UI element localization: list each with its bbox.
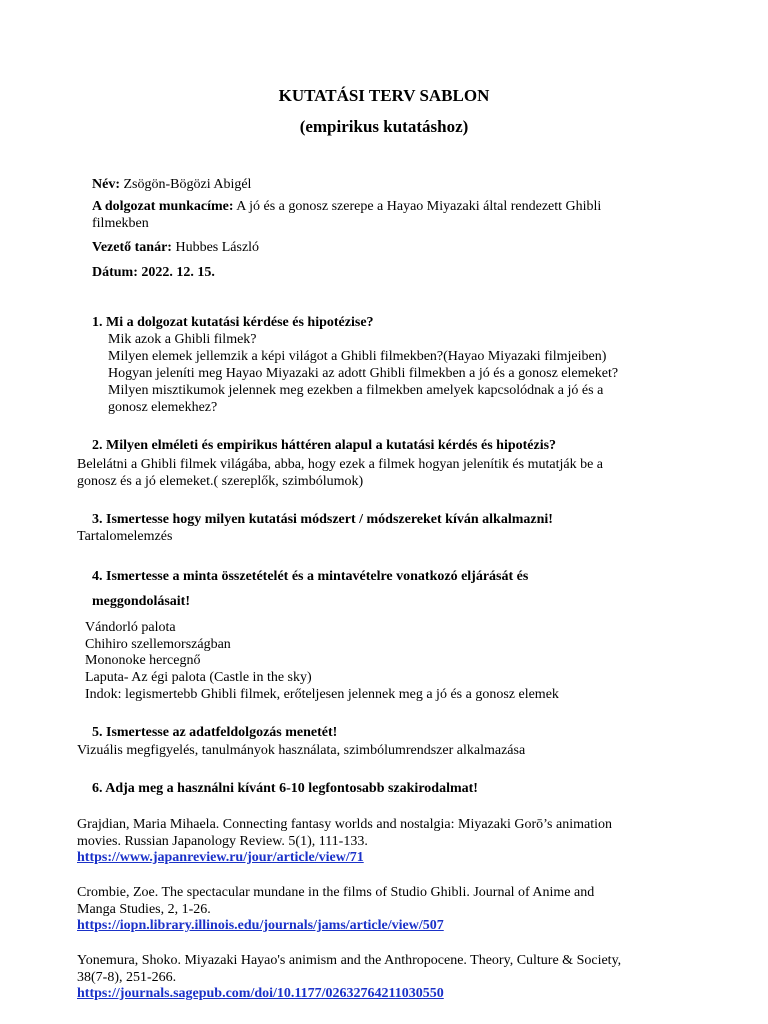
answer-1-line-2: Milyen elemek jellemzik a képi világot a Ghibli filmekben?(Hayao Miyazaki filmjeiben) (108, 349, 607, 364)
answer-1-line-1: Mik azok a Ghibli filmek? (108, 332, 257, 347)
question-4-line-2: meggondolásait! (92, 594, 190, 609)
question-6: 6. Adja meg a használni kívánt 6-10 legfontosabb szakirodalmat! (92, 781, 478, 796)
supervisor-label: Vezető tanár: (92, 240, 172, 255)
answer-2-line-1: Belelátni a Ghibli filmek világába, abba, hogy ezek a filmek hogyan jelenítik és mutatják be a (77, 457, 603, 472)
answer-3-line-1: Tartalomelemzés (77, 529, 173, 544)
supervisor-value: Hubbes László (175, 240, 260, 255)
document-title: KUTATÁSI TERV SABLON (278, 86, 490, 105)
document-subtitle: (empirikus kutatáshoz) (299, 117, 469, 136)
name-label: Név: (92, 177, 120, 192)
question-4-line-1: 4. Ismertesse a minta összetételét és a mintavételre vonatkozó eljárását és (92, 569, 529, 584)
worktitle-label: A dolgozat munkacíme: (92, 199, 234, 214)
worktitle-row (92, 198, 601, 215)
worktitle-value-line2: filmekben (92, 216, 149, 231)
worktitle-value-line1: A jó és a gonosz szerepe a Hayao Miyazaki által rendezett Ghibli (236, 199, 602, 214)
name-row (92, 176, 251, 193)
reference-3-link[interactable]: https://journals.sagepub.com/doi/10.1177/02632764211030550 (77, 986, 444, 1001)
reference-1-line-2: movies. Russian Japanology Review. 5(1), 111-133. (77, 834, 368, 849)
reference-1-line-1: Grajdian, Maria Mihaela. Connecting fantasy worlds and nostalgia: Miyazaki Gorō’s animation (77, 817, 612, 832)
reference-3-line-2: 38(7-8), 251-266. (77, 970, 177, 985)
reference-3-line-1: Yonemura, Shoko. Miyazaki Hayao's animism and the Anthropocene. Theory, Culture & Society, (77, 953, 622, 968)
answer-2-line-2: gonosz és a jó elemeket.( szereplők, szimbólumok) (77, 474, 364, 489)
question-3: 3. Ismertesse hogy milyen kutatási módszert / módszereket kíván alkalmazni! (92, 512, 553, 527)
answer-1-line-4: Milyen misztikumok jelennek meg ezekben a filmekben amelyek kapcsolódnak a jó és a (108, 383, 604, 398)
answer-4-line-3: Mononoke hercegnő (85, 653, 201, 668)
name-value: Zsögön-Bögözi Abigél (123, 177, 252, 192)
answer-5-line-1: Vizuális megfigyelés, tanulmányok használata, szimbólumrendszer alkalmazása (77, 743, 526, 758)
answer-4-line-4: Laputa- Az égi palota (Castle in the sky) (85, 670, 312, 685)
reference-1-link[interactable]: https://www.japanreview.ru/jour/article/view/71 (77, 850, 364, 865)
reference-2-link[interactable]: https://iopn.library.illinois.edu/journals/jams/article/view/507 (77, 918, 444, 933)
question-5: 5. Ismertesse az adatfeldolgozás menetét! (92, 725, 338, 740)
answer-4-line-2: Chihiro szellemországban (85, 637, 231, 652)
answer-1-line-5: gonosz elemekhez? (108, 400, 218, 415)
answer-1-line-3: Hogyan jeleníti meg Hayao Miyazaki az adott Ghibli filmekben a jó és a gonosz elemeket? (108, 366, 619, 381)
answer-4-line-5: Indok: legismertebb Ghibli filmek, erőteljesen jelennek meg a jó és a gonosz elemek (85, 687, 559, 702)
question-1: 1. Mi a dolgozat kutatási kérdése és hipotézise? (92, 315, 374, 330)
answer-4-line-1: Vándorló palota (85, 620, 176, 635)
reference-2-line-1: Crombie, Zoe. The spectacular mundane in the films of Studio Ghibli. Journal of Anime and (77, 885, 595, 900)
reference-2-line-2: Manga Studies, 2, 1-26. (77, 902, 211, 917)
question-2: 2. Milyen elméleti és empirikus háttéren alapul a kutatási kérdés és hipotézis? (92, 438, 557, 453)
date-row: Dátum: 2022. 12. 15. (92, 265, 215, 280)
supervisor-row (92, 239, 259, 256)
